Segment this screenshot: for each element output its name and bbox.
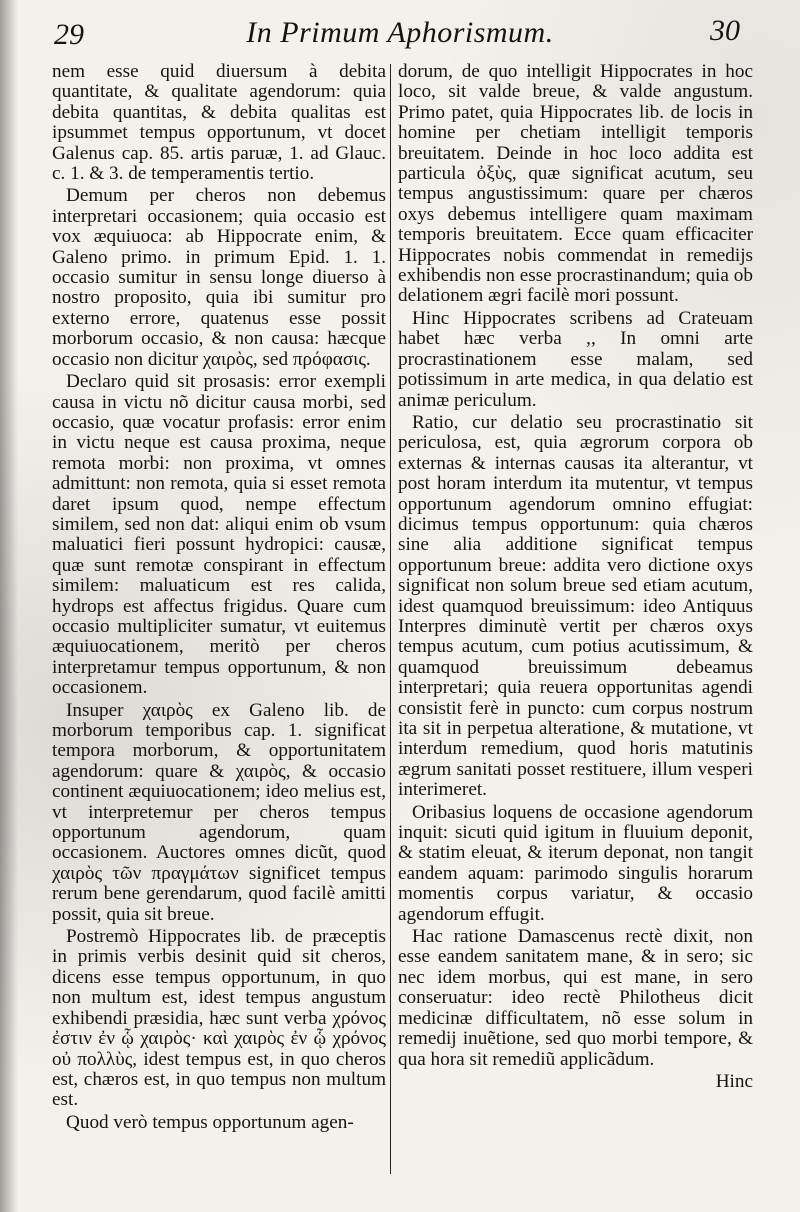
- paragraph: Oribasius loquens de occasione agendorum inquit: sicuti quid igitum in fluuium deponit, & statim eleuat, & iterum deponat, non tangit eandem aquam: parimodo singulis horarum momentis corpus variatur, & occasio agendorum effugit.: [398, 801, 753, 925]
- paragraph: Hac ratione Damascenus rectè dixit, non esse eandem sanitatem mane, & in sero; sic nec idem morbus, qui est mane, in sero conseruatur: ideo rectè Philotheus dicit medicinæ difficultatem, nõ esse solum in remedij inuẽtione, sed quo morbi tempore, & qua hora sit remediũ applicãdum.: [398, 926, 753, 1070]
- paragraph: Postremò Hippocrates lib. de præceptis in primis verbis desinit quid sit cheros, dicens esse tempus opportunum, in quo non multum est, idest tempus angustum exhibendi præsidia, hæc sunt verba χρόνος ἐστιν ἐν ᾧ χαιρὸς· καὶ χαιρὸς ἐν ᾧ χρόνος οὐ πολλὺς, idest tempus est, in quo cheros est, chæros est, in quo tempus non multum est.: [52, 926, 386, 1111]
- page-header: [40, 14, 760, 58]
- paragraph: Declaro quid sit prosasis: error exempli causa in victu nõ dicitur causa morbi, sed occasio, quæ vocatur profasis: error enim in victu neque est causa proxima, neque remota morbi: non proxima, vt omnes admittunt: non remota, quia si esset remota daret ipsum quod, nempe effectum similem, sed non dat: aliqui enim ob vsum maluatici fieri possunt hydropici: causæ, quæ sunt remotæ conspirant in effectum similem: maluaticum est res calida, hydrops est affectus frigidus. Quare cum occasio multipliciter sumatur, vt euitemus æquiuocationem, meritò per cheros interpretamur tempus opportunum, & non occasionem.: [52, 371, 386, 699]
- running-title: In Primum Aphorismum.: [246, 16, 554, 49]
- catchword: Hinc: [715, 1070, 753, 1092]
- paragraph: Insuper χαιρὸς ex Galeno lib. de morborum temporibus cap. 1. significat tempora morborum, & opportunitatem agendorum: quare & χαιρὸς, & occasio continent æquiuocationem; ideo melius est, vt interpretemur per cheros tempus opportunum agendorum, quam occasionem. Auctores omnes dicũt, quod χαιρὸς τῶν πραγμάτων significet tempus rerum bene gerendarum, quod facilè amitti possit, quia sit breue.: [52, 699, 386, 925]
- paragraph: Ratio, cur delatio seu procrastinatio sit periculosa, est, quia ægrorum corpora ob externas & internas causas ita alterantur, vt post horam interdum ita mutentur, vt tempus opportunum agendorum omnino effugiat: dicimus tempus opportunum: quia chæros sine alia additione significat tempus opportunum breue: addita vero dictione oxys significat non solum breue sed etiam acutum, idest quamquod breuissimum: ideo Antiquus Interpres diminutè vertit per chæros oxys tempus acutum, cum potius acutissimum, & quamquod breuissimum debeamus interpretari; quia reuera opportunitas agendi consistit ferè in puncto: cum corpus nostrum ita sit in perpetua alteratione, & mutatione, vt interdum remedium, quod horis matutinis ægrum sanitati posset restituere, illum vesperi interimeret.: [398, 411, 753, 801]
- column-divider: [390, 64, 391, 1174]
- paragraph: dorum, de quo intelligit Hippocrates in hoc loco, sit valde breue, & valde angustum. Primo patet, quia Hippocrates lib. de locis in homine per chetiam intelligit temporis breuitatem. Deinde in hoc loco addita est particula ὀξὺς, quæ significat acutum, seu tempus angustissimum: quare per chæros oxys debemus intelligere quam maximam temporis breuitatem. Ecce quam efficaciter Hippocrates nobis commendat in remedijs exhibendis non esse procrastinandum; quia ob delationem ægri facilè mori possunt.: [398, 61, 753, 307]
- left-column: [52, 62, 386, 1135]
- right-column: [398, 62, 753, 1092]
- page-number-right: 30: [710, 14, 740, 47]
- paragraph: Hinc Hippocrates scribens ad Crateuam habet hæc verba ,, In omni arte procrastinationem esse malam, sed potissimum in arte medica, in qua delatio est animæ periculum.: [398, 307, 753, 411]
- paragraph: nem esse quid diuersum à debita quantitate, & qualitate agendorum: quia debita quantitas, & debita qualitas est ipsummet tempus opportunum, vt docet Galenus cap. 85. artis paruæ, 1. ad Glauc. c. 1. & 3. de temperamentis tertio.: [52, 61, 386, 185]
- paragraph: Demum per cheros non debemus interpretari occasionem; quia occasio est vox æquiuoca: ab Hippocrate enim, & Galeno primo. in primum Epid. 1. 1. occasio sumitur in sensu longe diuerso à nostro proposito, quia ibi sumitur pro externo errore, quatenus esse possit morborum occasio, & non causa: hæcque occasio non dicitur χαιρὸς, sed πρόφασις.: [52, 185, 386, 370]
- page-number-left: 29: [54, 18, 84, 51]
- paragraph: Quod verò tempus opportunum agen-: [66, 1111, 354, 1133]
- page-edge-shadow: [0, 0, 18, 1212]
